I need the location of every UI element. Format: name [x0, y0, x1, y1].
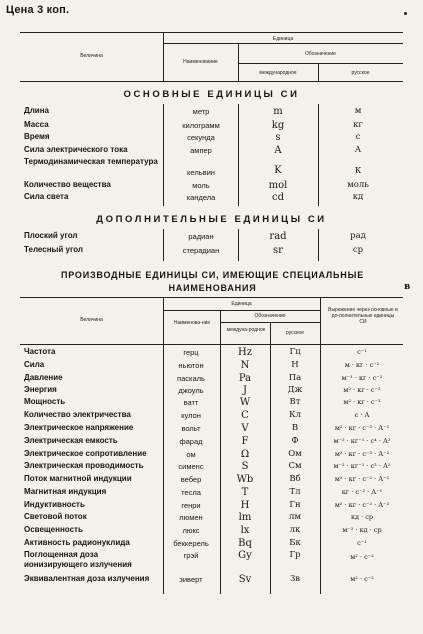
table-row: [0, 347, 423, 361]
table-row: [0, 423, 423, 437]
quantity-cell: Световой поток: [24, 512, 87, 521]
quantity-cell: Количество электричества: [24, 410, 131, 419]
intl-symbol-cell: S: [241, 461, 249, 472]
intl-symbol-cell: H: [240, 500, 250, 511]
ru-symbol-cell: Гр: [289, 550, 301, 560]
intl-symbol-cell: T: [241, 487, 249, 498]
col-russian-header: русское: [351, 70, 370, 76]
intl-symbol-cell: m: [273, 106, 283, 117]
unit-cell: кулон: [181, 411, 201, 420]
expression-cell: м² · кг · с⁻² · А⁻²: [334, 501, 390, 509]
intl-symbol-cell: Ω: [240, 449, 250, 460]
table-row: [0, 132, 423, 146]
quantity-cell: Электрическая проводимость: [24, 461, 144, 470]
col-unit-header: Единица: [231, 301, 252, 307]
table-row: [0, 512, 423, 526]
expression-cell: м² · кг · с⁻²: [343, 386, 381, 394]
intl-symbol-cell: C: [241, 410, 249, 421]
quantity-cell: Освещенность: [24, 525, 83, 534]
ru-symbol-cell: кг: [353, 120, 363, 130]
quantity-cell: Количество вещества: [24, 180, 111, 189]
ru-symbol-cell: Па: [288, 373, 302, 383]
ru-symbol-cell: К: [354, 166, 362, 176]
ru-symbol-cell: Дж: [287, 385, 303, 395]
expression-cell: м⁻² · кг⁻¹ · с⁴ · А²: [333, 437, 391, 445]
intl-symbol-cell: K: [274, 165, 282, 176]
intl-symbol-cell: s: [275, 132, 281, 143]
intl-symbol-cell: J: [242, 385, 247, 396]
expression-cell: м² · кг · с⁻³ · А⁻²: [334, 450, 390, 458]
quantity-cell: Плоский угол: [24, 231, 78, 240]
table-row: [0, 360, 423, 374]
quantity-cell: Индуктивность: [24, 500, 85, 509]
unit-cell: кельвин: [187, 168, 215, 177]
expression-cell: м⁻¹ · кг · с⁻²: [341, 374, 383, 382]
quantity-cell: Эквивалентная доза излучения: [24, 574, 150, 583]
unit-cell: герц: [183, 348, 199, 357]
unit-cell: секунда: [187, 133, 215, 142]
unit-cell: грэй: [183, 551, 199, 560]
expression-cell: кг · с⁻² · А⁻¹: [341, 488, 383, 496]
col-name-header: Наименование: [183, 59, 218, 65]
unit-cell: паскаль: [177, 374, 205, 383]
intl-symbol-cell: F: [241, 436, 249, 447]
table-row: [0, 525, 423, 539]
unit-cell: стерадиан: [182, 246, 220, 255]
price-label: Цена 3 коп.: [6, 4, 70, 16]
table-row: [0, 397, 423, 411]
col-expression-header: Выражение через основные и до-полнительные единицы СИ: [328, 307, 398, 325]
expression-cell: м⁻² · кд · ср: [342, 526, 382, 534]
quantity-cell: Масса: [24, 120, 49, 129]
quantity-cell: Электрическое сопротивление: [24, 449, 147, 458]
unit-cell: тесла: [181, 488, 201, 497]
quantity-cell: Длина: [24, 106, 49, 115]
expression-cell: с · А: [354, 411, 370, 419]
unit-cell: сименс: [178, 462, 204, 471]
ru-symbol-cell: рад: [350, 231, 366, 241]
table-row: [0, 574, 423, 588]
intl-symbol-cell: lx: [240, 525, 250, 536]
ru-symbol-cell: Ф: [291, 436, 299, 446]
derived-units-title: ПРОИЗВОДНЫЕ ЕДИНИЦЫ СИ, ИМЕЮЩИЕ СПЕЦИАЛЬНЫЕ НАИМЕНОВАНИЯ: [60, 270, 365, 293]
intl-symbol-cell: Gy: [238, 550, 252, 561]
table-row: [0, 192, 423, 206]
intl-symbol-cell: Sv: [238, 574, 252, 585]
unit-cell: ньютон: [178, 361, 204, 370]
intl-symbol-cell: Bq: [238, 538, 252, 549]
unit-cell: радиан: [188, 232, 214, 241]
quantity-cell: Телесный угол: [24, 245, 83, 254]
intl-symbol-cell: Hz: [238, 347, 252, 358]
intl-symbol-cell: N: [240, 360, 250, 371]
unit-cell: ватт: [183, 398, 199, 407]
expression-cell: м⁻² · кг⁻¹ · с³ · А²: [333, 462, 391, 470]
ru-symbol-cell: Тл: [289, 487, 301, 497]
quantity-cell: Магнитная индукция: [24, 487, 107, 496]
ru-symbol-cell: А: [354, 145, 362, 155]
ru-symbol-cell: Гц: [289, 347, 301, 357]
col-designation-header: Обозначение: [305, 51, 336, 57]
quantity-cell: Сила электрического тока: [24, 145, 128, 154]
col-name-header: Наименова-ние: [173, 320, 211, 326]
col-quantity-header: Величина: [80, 317, 103, 323]
table-row: [0, 157, 423, 181]
quantity-cell: Давление: [24, 373, 63, 382]
unit-cell: люкс: [182, 526, 200, 535]
col-international-header: междуна-родное: [226, 327, 266, 333]
unit-cell: вебер: [180, 475, 202, 484]
ru-symbol-cell: моль: [347, 180, 369, 190]
intl-symbol-cell: cd: [271, 192, 284, 203]
unit-cell: моль: [192, 181, 210, 190]
expression-cell: с⁻¹: [357, 348, 367, 356]
ru-symbol-cell: кд: [352, 192, 364, 202]
table-row: [0, 410, 423, 424]
ru-symbol-cell: В: [291, 423, 299, 433]
unit-cell: беккерель: [173, 539, 209, 548]
expression-cell: м² · кг · с⁻³ · А⁻¹: [334, 424, 390, 432]
table-row: [0, 436, 423, 450]
col-designation-header: Обозначение: [254, 313, 286, 319]
quantity-cell: Электрическое напряжение: [24, 423, 134, 432]
expression-cell: с⁻¹: [357, 539, 367, 547]
ru-symbol-cell: Кл: [289, 410, 301, 420]
expression-cell: м² · с⁻²: [350, 553, 374, 561]
intl-symbol-cell: Pa: [238, 373, 252, 384]
intl-symbol-cell: A: [274, 145, 282, 156]
quantity-cell: Частота: [24, 347, 56, 356]
quantity-cell: Сила света: [24, 192, 69, 201]
quantity-cell: Сила: [24, 360, 45, 369]
expression-cell: м² · с⁻²: [350, 575, 374, 583]
unit-cell: ом: [186, 450, 196, 459]
ru-symbol-cell: ср: [352, 245, 364, 255]
quantity-cell: Поток магнитной индукции: [24, 474, 132, 483]
quantity-cell: Поглощенная доза ионизирующего излучения: [24, 550, 132, 569]
ru-symbol-cell: Гн: [289, 500, 301, 510]
edge-mark: в: [404, 282, 411, 292]
unit-cell: вольт: [181, 424, 201, 433]
unit-cell: джоуль: [178, 386, 204, 395]
ru-symbol-cell: Н: [291, 360, 299, 370]
ru-symbol-cell: Ом: [288, 449, 302, 459]
expression-cell: м² · кг · с⁻³: [343, 398, 381, 406]
col-international-header: международное: [259, 70, 297, 76]
ru-symbol-cell: См: [288, 461, 302, 471]
unit-cell: килограмм: [182, 121, 220, 130]
quantity-cell: Термодинамическая температура: [24, 157, 158, 166]
intl-symbol-cell: W: [239, 397, 251, 408]
expression-cell: м · кг · с⁻²: [344, 361, 380, 369]
quantity-cell: Электрическая емкость: [24, 436, 118, 445]
quantity-cell: Энергия: [24, 385, 57, 394]
quantity-cell: Активность радионуклида: [24, 538, 130, 547]
table-row: [0, 474, 423, 488]
ru-symbol-cell: Вт: [289, 397, 301, 407]
intl-symbol-cell: kg: [271, 120, 285, 131]
col-unit-header: Единица: [272, 36, 294, 42]
table-row: [0, 487, 423, 501]
ru-symbol-cell: с: [355, 132, 361, 142]
table-row: [0, 461, 423, 475]
ru-symbol-cell: м: [354, 106, 362, 116]
unit-cell: люмен: [179, 513, 203, 522]
unit-cell: метр: [192, 107, 210, 116]
table-row: [0, 106, 423, 120]
unit-cell: зиверт: [179, 575, 203, 584]
table-row: [0, 231, 423, 245]
table-row: [0, 550, 423, 572]
intl-symbol-cell: Wb: [236, 474, 254, 485]
base-units-title: ОСНОВНЫЕ ЕДИНИЦЫ СИ: [123, 89, 300, 100]
ru-symbol-cell: Вб: [289, 474, 301, 484]
unit-cell: ампер: [190, 146, 212, 155]
page-dot: [404, 12, 407, 15]
unit-cell: кандела: [186, 193, 216, 202]
intl-symbol-cell: mol: [268, 180, 288, 191]
quantity-cell: Мощность: [24, 397, 66, 406]
intl-symbol-cell: lm: [238, 512, 252, 523]
expression-cell: кд · ср: [350, 513, 374, 521]
expression-cell: м² · кг · с⁻² · А⁻¹: [334, 475, 390, 483]
unit-cell: генри: [181, 501, 201, 510]
ru-symbol-cell: Зв: [289, 574, 301, 584]
ru-symbol-cell: Бк: [289, 538, 301, 548]
supplementary-units-title: ДОПОЛНИТЕЛЬНЫЕ ЕДИНИЦЫ СИ: [96, 214, 327, 225]
intl-symbol-cell: rad: [269, 231, 287, 242]
table-row: [0, 245, 423, 259]
ru-symbol-cell: лм: [288, 512, 301, 522]
intl-symbol-cell: V: [241, 423, 249, 434]
intl-symbol-cell: sr: [273, 245, 283, 256]
unit-cell: фарад: [179, 437, 203, 446]
quantity-cell: Время: [24, 132, 50, 141]
col-quantity-header: Величина: [80, 53, 103, 59]
col-russian-header: русское: [286, 330, 304, 336]
ru-symbol-cell: лк: [289, 525, 301, 535]
